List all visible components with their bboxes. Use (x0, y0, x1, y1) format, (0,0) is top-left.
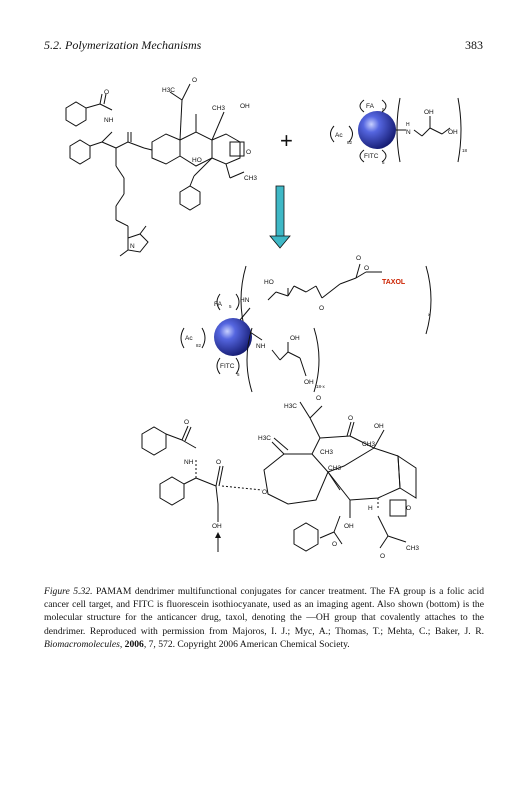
benzene-ring-3 (180, 186, 200, 210)
taxane-core-ring-1 (264, 454, 328, 504)
benzene-ring-4 (142, 427, 166, 455)
svg-text:CH3: CH3 (406, 545, 420, 552)
svg-text:HO: HO (192, 157, 202, 164)
svg-text:H3C: H3C (162, 87, 176, 94)
svg-text:H3C: H3C (258, 435, 272, 442)
svg-text:O: O (332, 541, 338, 548)
svg-text:O: O (262, 489, 268, 496)
hydroxyl-pointer-arrow (215, 532, 221, 552)
svg-text:OH: OH (344, 523, 354, 530)
oxetane-ring-2 (390, 500, 406, 516)
taxol-label: TAXOL (382, 279, 406, 286)
svg-text:Ac: Ac (185, 335, 193, 342)
svg-text:H3C: H3C (284, 403, 298, 410)
journal-name: Biomacromolecules (44, 638, 120, 650)
svg-text:N: N (130, 243, 135, 250)
svg-text:OH: OH (240, 103, 250, 110)
svg-text:5: 5 (382, 160, 385, 165)
svg-text:CH3: CH3 (320, 449, 334, 456)
taxane-core-ring-3 (398, 456, 416, 498)
svg-text:O: O (348, 415, 354, 422)
svg-text:5: 5 (237, 372, 240, 377)
plus-sign: + (280, 128, 293, 153)
svg-text:OH: OH (290, 335, 300, 342)
svg-text:FA: FA (366, 103, 374, 110)
svg-text:O: O (316, 395, 322, 402)
benzene-ring-2 (70, 140, 90, 164)
svg-text:OH: OH (304, 379, 314, 386)
caption-text-3: , 7, 572. Copyright 2006 American Chemical Society. (143, 638, 350, 650)
caption-text-1: PAMAM dendrimer multifunctional conjugates for cancer treatment. The FA group is a folic acid cancer cell target, and FITC is fluorescein isothiocyanate, used as an imaging agent. Also shown (bottom) is the molecular structure for the anticancer drug, taxol, denoting the —OH group that covalently attaches to the dendrimer. Reproduced with permission from Majoros, I. J.; Myc, A.; Thomas, T.; Mehta, C.; Baker, J. R. (44, 586, 484, 637)
svg-text:N: N (406, 129, 411, 136)
caption-text-2: , (119, 638, 125, 650)
svg-text:CH3: CH3 (328, 465, 342, 472)
dendrimer-reactant (331, 98, 462, 162)
taxane-ring-a (152, 134, 180, 164)
benzene-ring-6 (294, 523, 318, 551)
svg-text:O: O (104, 89, 110, 96)
svg-text:H: H (368, 505, 373, 512)
reaction-figure (44, 70, 484, 575)
top-left-labels (104, 77, 257, 250)
running-header (44, 38, 483, 54)
taxane-ring-c (212, 134, 240, 164)
svg-text:NH: NH (184, 459, 194, 466)
svg-text:82: 82 (347, 140, 353, 145)
section-title: 5.2. Polymerization Mechanisms (44, 38, 202, 52)
svg-text:5: 5 (382, 107, 385, 112)
oxetane-ring (230, 142, 244, 156)
svg-text:O: O (216, 459, 222, 466)
page-number: 383 (465, 38, 483, 52)
citation-year: 2006 (124, 638, 144, 650)
svg-text:OH: OH (448, 129, 458, 136)
svg-text:NH: NH (104, 117, 114, 124)
svg-text:O: O (406, 505, 412, 512)
svg-text:18-x: 18-x (316, 384, 325, 389)
svg-text:x: x (428, 312, 431, 317)
svg-text:O: O (246, 149, 252, 156)
dendrimer-sphere-2 (214, 318, 252, 356)
svg-text:5: 5 (229, 304, 232, 309)
svg-text:OH: OH (424, 109, 434, 116)
svg-text:O: O (380, 553, 386, 560)
svg-text:82: 82 (196, 343, 202, 348)
taxane-core-ring-2 (328, 448, 400, 500)
svg-text:O: O (192, 77, 198, 84)
svg-text:OH: OH (212, 523, 222, 530)
figure-label: Figure 5.32. (44, 586, 93, 597)
dendrimer-reactant-labels (335, 103, 468, 165)
benzene-ring-1 (66, 102, 86, 126)
svg-text:OH: OH (374, 423, 384, 430)
svg-text:FA: FA (214, 301, 222, 308)
svg-text:CH3: CH3 (244, 175, 258, 182)
svg-text:O: O (364, 265, 370, 272)
svg-text:CH3: CH3 (212, 105, 226, 112)
svg-text:Ac: Ac (335, 132, 343, 139)
svg-text:H: H (406, 122, 410, 128)
dendrimer-sphere-1 (358, 111, 396, 149)
svg-text:18: 18 (462, 148, 468, 153)
svg-text:HN: HN (240, 297, 250, 304)
figure-caption (44, 585, 484, 651)
svg-text:FITC: FITC (364, 153, 379, 160)
reaction-arrow (270, 186, 290, 248)
svg-text:HO: HO (264, 279, 274, 286)
svg-text:O: O (184, 419, 190, 426)
svg-text:FITC: FITC (220, 363, 235, 370)
svg-text:O: O (319, 305, 325, 312)
benzene-ring-5 (160, 477, 184, 505)
svg-text:O: O (356, 255, 362, 262)
svg-text:NH: NH (256, 343, 266, 350)
svg-text:CH3: CH3 (362, 441, 376, 448)
